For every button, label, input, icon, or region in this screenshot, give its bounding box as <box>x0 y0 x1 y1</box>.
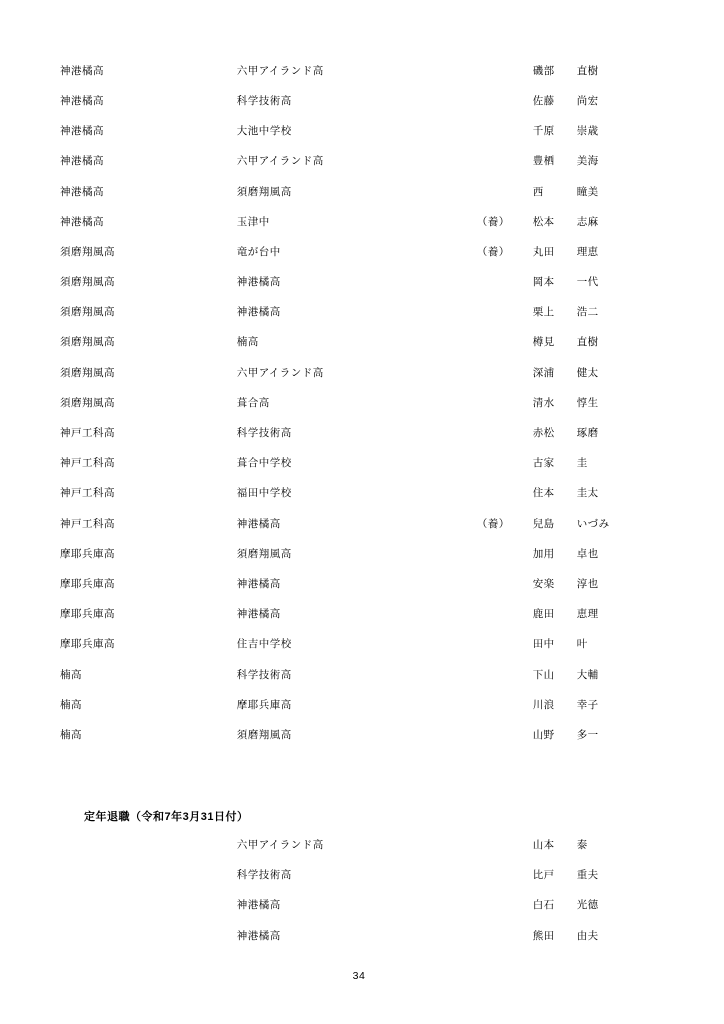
name-first: 琢磨 <box>576 427 599 440</box>
cell-to: 須磨翔風高 <box>236 728 292 741</box>
cell-from: 神港橘高 <box>60 155 104 168</box>
name-last: 深浦 <box>532 366 555 379</box>
name-last: 丸田 <box>532 245 555 258</box>
cell-note <box>454 690 533 720</box>
name-first: 幸子 <box>576 698 599 711</box>
name-last: 川浪 <box>532 698 555 711</box>
name-first: 美海 <box>576 155 599 168</box>
table-row <box>60 690 664 720</box>
cell-from: 神戸工科高 <box>60 457 115 470</box>
cell-to: 科学技術高 <box>236 427 292 440</box>
name-first: 圭 <box>576 457 588 470</box>
cell-note: （養） <box>476 215 510 228</box>
name-first: 瞳美 <box>576 185 599 198</box>
name-last: 千原 <box>532 125 555 138</box>
name-last: 山本 <box>532 839 555 852</box>
name-last: 松本 <box>532 215 555 228</box>
name-first: 卓也 <box>576 547 599 560</box>
table-row <box>60 509 664 539</box>
cell-to: 六甲アイランド高 <box>236 64 324 77</box>
cell-note <box>454 660 533 690</box>
table-row <box>60 720 664 750</box>
table-row <box>60 388 664 418</box>
cell-note: （養） <box>476 517 510 530</box>
cell-note <box>454 921 533 951</box>
table-row <box>60 116 664 146</box>
cell-note <box>454 599 533 629</box>
name-first: 由夫 <box>576 929 599 942</box>
name-first: 叶 <box>576 638 588 651</box>
table-row <box>60 861 664 891</box>
cell-to: 竜が台中 <box>236 245 281 258</box>
name-first: 重夫 <box>576 869 599 882</box>
name-first: 大輔 <box>576 668 599 681</box>
cell-name <box>533 861 664 891</box>
table-row <box>60 599 664 629</box>
name-last: 栗上 <box>532 306 555 319</box>
cell-to: 科学技術高 <box>236 869 292 882</box>
name-last: 鹿田 <box>532 608 555 621</box>
cell-note <box>454 388 533 418</box>
table-row <box>60 479 664 509</box>
cell-name <box>533 358 664 388</box>
table-row <box>60 298 664 328</box>
name-last: 西 <box>532 185 544 198</box>
cell-to: 神港橘高 <box>236 306 281 319</box>
cell-note <box>454 569 533 599</box>
cell-name <box>533 660 664 690</box>
cell-name <box>533 388 664 418</box>
cell-note <box>454 830 533 860</box>
cell-name <box>533 690 664 720</box>
cell-name <box>533 830 664 860</box>
table-row <box>60 660 664 690</box>
section-spacer <box>60 750 664 778</box>
cell-name <box>533 237 664 267</box>
cell-name <box>533 328 664 358</box>
table-row <box>60 830 664 860</box>
name-last: 岡本 <box>532 276 555 289</box>
table-row <box>60 147 664 177</box>
cell-note <box>454 630 533 660</box>
cell-note <box>454 479 533 509</box>
name-last: 赤松 <box>532 427 555 440</box>
name-first: 惇生 <box>576 396 599 409</box>
retirement-table <box>60 830 664 951</box>
cell-to: 葺合高 <box>236 396 270 409</box>
cell-from: 摩耶兵庫高 <box>60 547 115 560</box>
cell-to: 福田中学校 <box>236 487 292 500</box>
cell-from <box>60 830 237 860</box>
cell-to: 六甲アイランド高 <box>236 155 324 168</box>
cell-name <box>533 177 664 207</box>
name-last: 古家 <box>532 457 555 470</box>
cell-to: 須磨翔風高 <box>236 185 292 198</box>
cell-from: 神港橘高 <box>60 125 104 138</box>
cell-from: 神戸工科高 <box>60 427 115 440</box>
cell-note <box>454 720 533 750</box>
table-row <box>60 358 664 388</box>
cell-name <box>533 509 664 539</box>
cell-to: 神港橘高 <box>236 608 281 621</box>
cell-name <box>533 921 664 951</box>
cell-name <box>533 720 664 750</box>
name-last: 田中 <box>532 638 555 651</box>
name-first: 直樹 <box>576 64 599 77</box>
transfer-table-body <box>60 56 664 750</box>
table-row <box>60 448 664 478</box>
cell-note <box>454 891 533 921</box>
name-last: 兒島 <box>532 517 555 530</box>
cell-from: 須磨翔風高 <box>60 336 115 349</box>
name-last: 熊田 <box>532 929 555 942</box>
cell-note <box>454 539 533 569</box>
name-last: 安楽 <box>532 577 555 590</box>
name-first: 尚宏 <box>576 94 599 107</box>
name-first: いづみ <box>576 517 610 530</box>
cell-from: 楠高 <box>60 698 82 711</box>
cell-note <box>454 298 533 328</box>
cell-from: 神港橘高 <box>60 94 104 107</box>
cell-to: 住吉中学校 <box>236 638 292 651</box>
cell-to: 葺合中学校 <box>236 457 292 470</box>
cell-name <box>533 539 664 569</box>
cell-from <box>60 921 237 951</box>
cell-note <box>454 328 533 358</box>
cell-name <box>533 418 664 448</box>
cell-from: 摩耶兵庫高 <box>60 577 115 590</box>
cell-name <box>533 147 664 177</box>
cell-note <box>454 116 533 146</box>
cell-name <box>533 569 664 599</box>
cell-note <box>454 861 533 891</box>
name-first: 崇歳 <box>576 125 599 138</box>
name-first: 淳也 <box>576 577 599 590</box>
cell-note <box>454 56 533 86</box>
cell-from: 須磨翔風高 <box>60 306 115 319</box>
table-row <box>60 267 664 297</box>
cell-note <box>454 418 533 448</box>
cell-from: 須磨翔風高 <box>60 366 115 379</box>
name-last: 加用 <box>532 547 555 560</box>
name-last: 磯部 <box>532 64 555 77</box>
cell-note: （養） <box>476 245 510 258</box>
cell-from: 須磨翔風高 <box>60 276 115 289</box>
table-row <box>60 177 664 207</box>
name-first: 直樹 <box>576 336 599 349</box>
cell-name <box>533 56 664 86</box>
cell-to: 科学技術高 <box>236 668 292 681</box>
cell-name <box>533 298 664 328</box>
cell-note <box>454 147 533 177</box>
name-last: 山野 <box>532 728 555 741</box>
cell-from: 神港橘高 <box>60 64 104 77</box>
cell-note <box>454 358 533 388</box>
name-first: 一代 <box>576 276 599 289</box>
cell-to: 科学技術高 <box>236 94 292 107</box>
cell-to: 神港橘高 <box>236 929 281 942</box>
cell-from: 神港橘高 <box>60 215 104 228</box>
cell-from <box>60 861 237 891</box>
name-first: 圭太 <box>576 487 599 500</box>
name-first: 恵理 <box>576 608 599 621</box>
table-row <box>60 328 664 358</box>
table-row <box>60 539 664 569</box>
name-last: 白石 <box>532 899 555 912</box>
cell-name <box>533 448 664 478</box>
cell-to: 楠高 <box>236 336 259 349</box>
table-row <box>60 207 664 237</box>
cell-name <box>533 599 664 629</box>
table-row <box>60 569 664 599</box>
cell-note <box>454 267 533 297</box>
cell-to: 大池中学校 <box>236 125 292 138</box>
cell-from: 須磨翔風高 <box>60 245 115 258</box>
cell-note <box>454 177 533 207</box>
cell-to: 神港橘高 <box>236 899 281 912</box>
table-row <box>60 56 664 86</box>
cell-to: 玉津中 <box>236 215 270 228</box>
cell-to: 神港橘高 <box>236 577 281 590</box>
name-last: 樽見 <box>532 336 555 349</box>
table-row <box>60 630 664 660</box>
cell-from: 摩耶兵庫高 <box>60 638 115 651</box>
cell-name <box>533 86 664 116</box>
cell-from: 神港橘高 <box>60 185 104 198</box>
name-first: 理恵 <box>576 245 599 258</box>
page-number: 34 <box>352 970 366 982</box>
cell-to: 六甲アイランド高 <box>236 366 324 379</box>
cell-to: 六甲アイランド高 <box>236 839 324 852</box>
cell-from: 神戸工科高 <box>60 517 115 530</box>
table-row <box>60 418 664 448</box>
name-last: 下山 <box>532 668 555 681</box>
cell-to: 神港橘高 <box>236 276 281 289</box>
cell-name <box>533 207 664 237</box>
cell-name <box>533 891 664 921</box>
cell-from: 須磨翔風高 <box>60 396 115 409</box>
table-row <box>60 921 664 951</box>
name-first: 光德 <box>576 899 599 912</box>
name-first: 浩二 <box>576 306 599 319</box>
cell-from: 摩耶兵庫高 <box>60 608 115 621</box>
retirement-table-body <box>60 830 664 951</box>
cell-name <box>533 116 664 146</box>
cell-from <box>60 891 237 921</box>
name-first: 健太 <box>576 366 599 379</box>
section-heading-retirement: 定年退職（令和7年3月31日付） <box>84 811 249 824</box>
name-last: 住本 <box>532 487 555 500</box>
cell-from: 楠高 <box>60 668 82 681</box>
cell-note <box>454 86 533 116</box>
name-last: 豊栖 <box>532 155 555 168</box>
cell-from: 楠高 <box>60 728 82 741</box>
name-last: 比戸 <box>532 869 555 882</box>
transfer-table <box>60 56 664 750</box>
name-first: 泰 <box>576 839 588 852</box>
cell-name <box>533 267 664 297</box>
cell-name <box>533 630 664 660</box>
cell-from: 神戸工科高 <box>60 487 115 500</box>
cell-note <box>454 448 533 478</box>
cell-name <box>533 479 664 509</box>
cell-to: 摩耶兵庫高 <box>236 698 292 711</box>
table-row <box>60 237 664 267</box>
name-first: 多一 <box>576 728 599 741</box>
name-last: 佐藤 <box>532 94 555 107</box>
table-row <box>60 891 664 921</box>
name-last: 清水 <box>532 396 555 409</box>
cell-to: 須磨翔風高 <box>236 547 292 560</box>
cell-to: 神港橘高 <box>236 517 281 530</box>
table-row <box>60 86 664 116</box>
name-first: 志麻 <box>576 215 599 228</box>
